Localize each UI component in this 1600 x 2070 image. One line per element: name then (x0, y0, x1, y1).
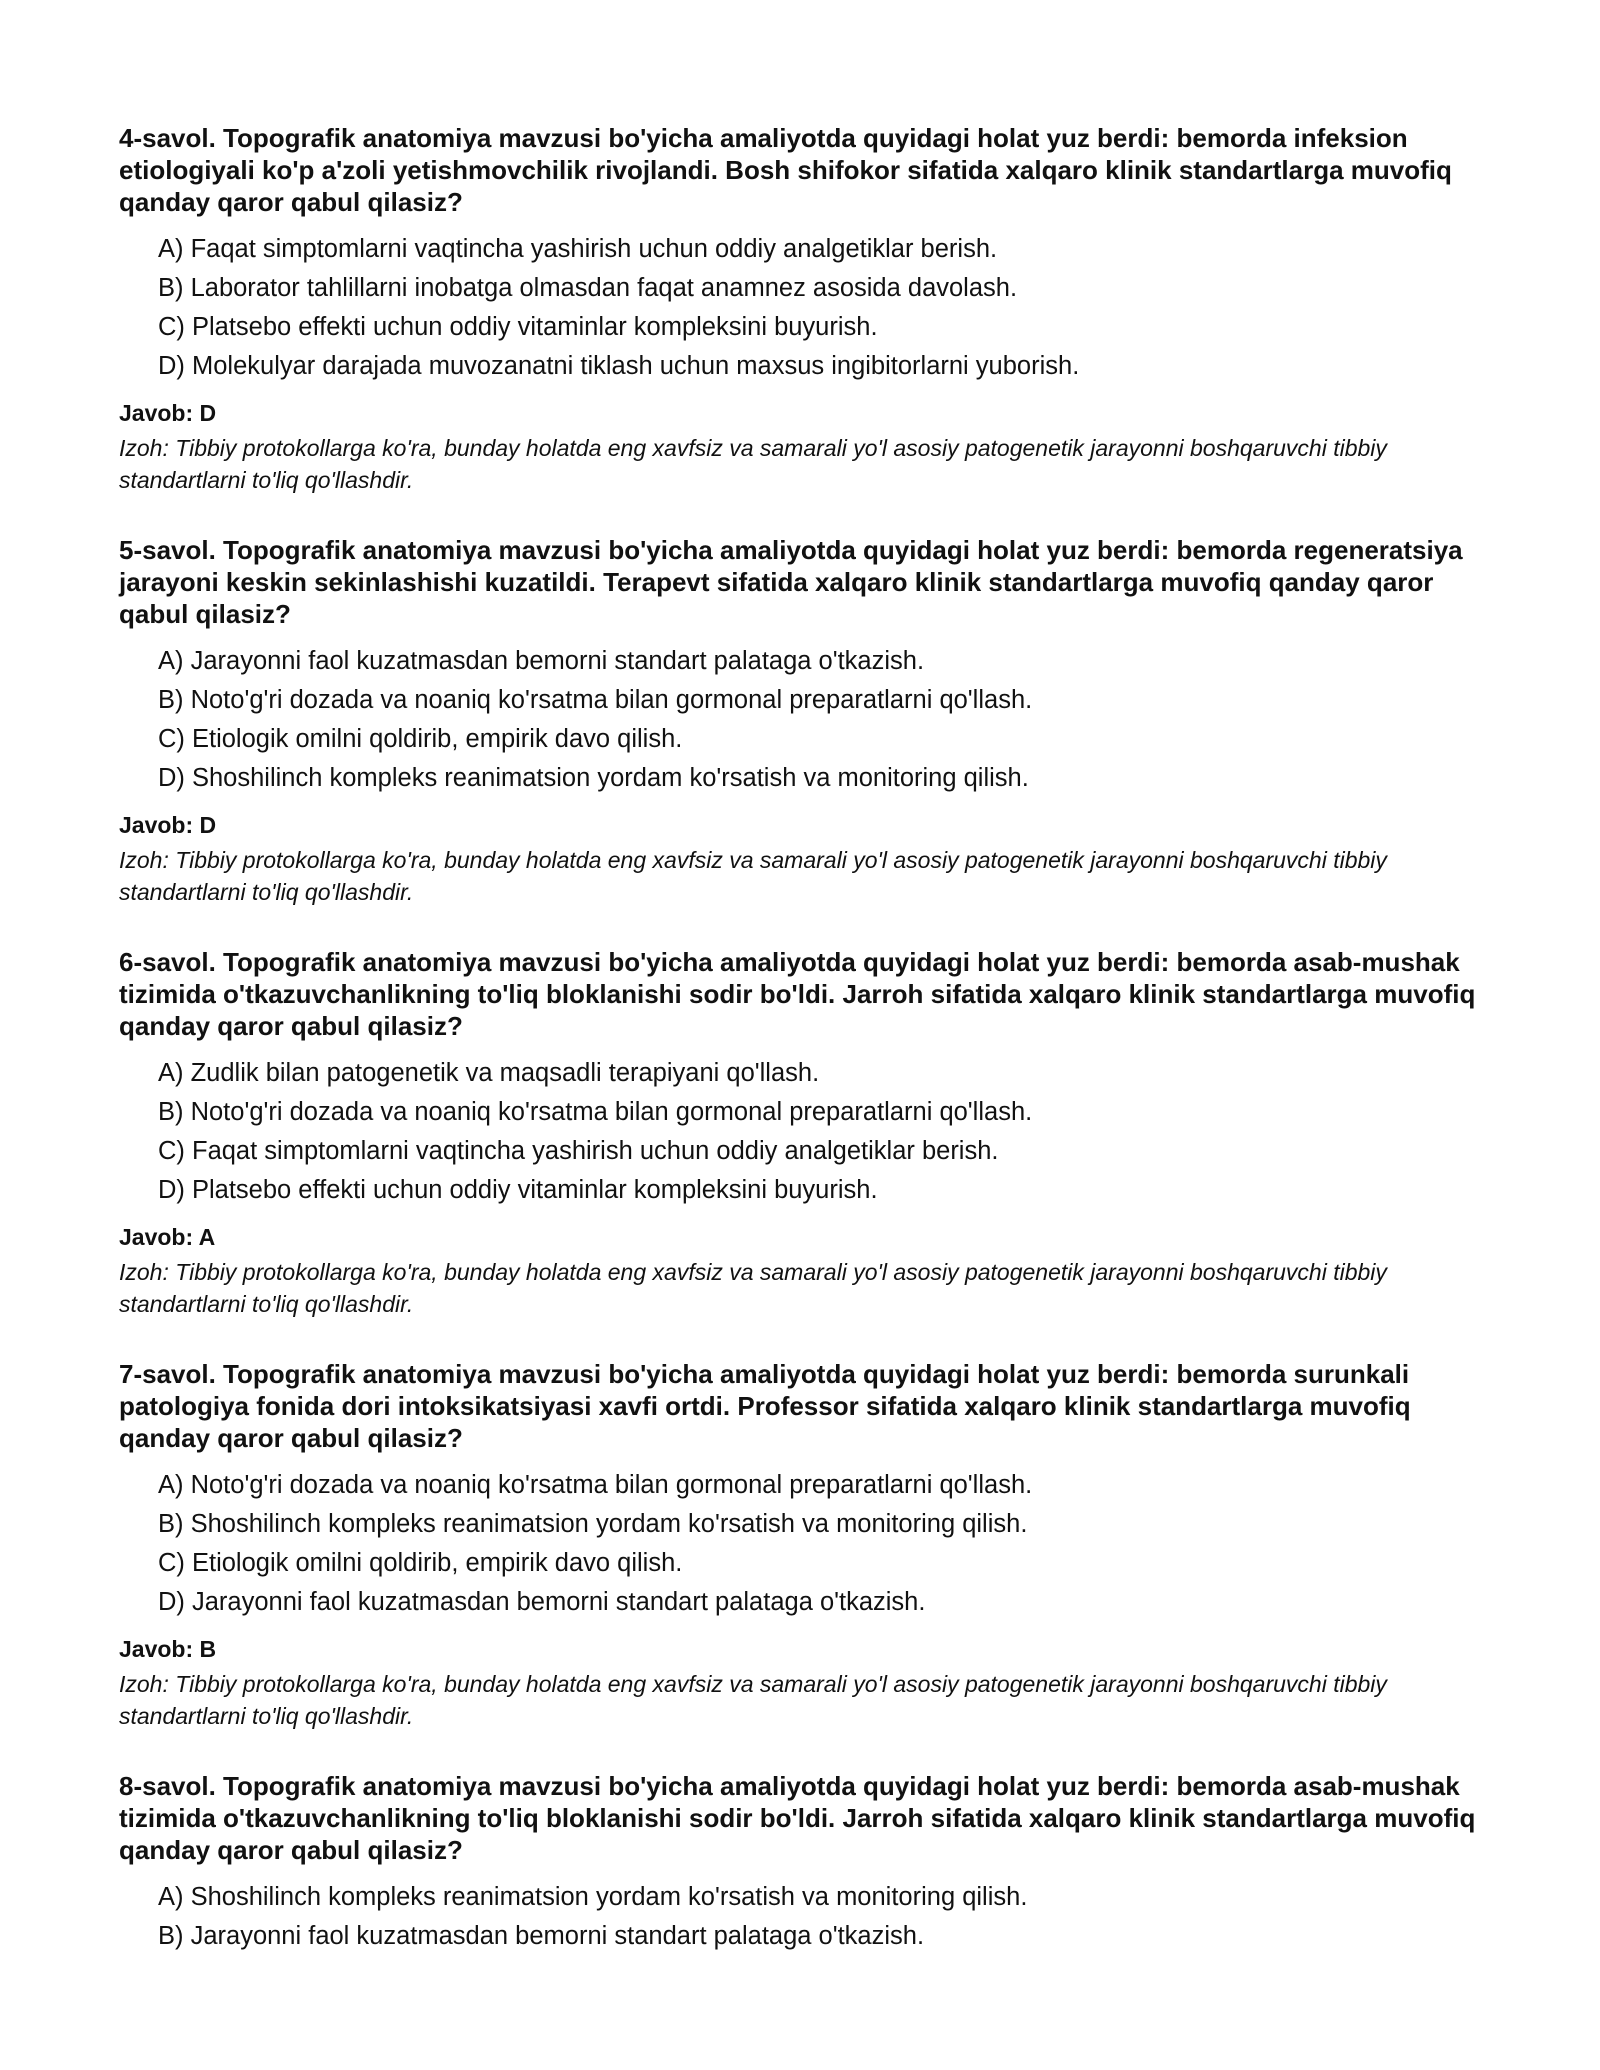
option-c: C) Faqat simptomlarni vaqtincha yashirish uchun oddiy analgetiklar berish. (158, 1137, 999, 1165)
option-a: A) Zudlik bilan patogenetik va maqsadli terapiyani qo'llash. (158, 1059, 820, 1087)
document-page (119, 122, 1479, 1994)
explanation-text: Izoh: Tibbiy protokollarga ko'ra, bunday holatda eng xavfsiz va samarali yo'l asosiy patogenetik jarayonni boshqaruvchi tibbiy standartlarni to'liq qo'llashdir. (119, 1671, 1387, 1729)
question-block-7 (119, 1358, 1479, 1732)
option-b: B) Shoshilinch kompleks reanimatsion yordam ko'rsatish va monitoring qilish. (158, 1510, 1028, 1538)
question-block-4 (119, 122, 1479, 496)
question-text: 6-savol. Topografik anatomiya mavzusi bo'yicha amaliyotda quyidagi holat yuz berdi: bemorda asab-mushak tizimida o'tkazuvchanlikning to'liq bloklanishi sodir bo'ldi. Jarroh sifatida xalqaro klinik standartlarga muvofiq qanday qaror qabul qilasiz? (119, 947, 1476, 1041)
options-list (119, 1466, 1479, 1622)
option-c: C) Etiologik omilni qoldirib, empirik davo qilish. (158, 1549, 683, 1577)
option-d: D) Platsebo effekti uchun oddiy vitaminlar kompleksini buyurish. (158, 1176, 878, 1204)
question-text: 8-savol. Topografik anatomiya mavzusi bo'yicha amaliyotda quyidagi holat yuz berdi: bemorda asab-mushak tizimida o'tkazuvchanlikning to'liq bloklanishi sodir bo'ldi. Jarroh sifatida xalqaro klinik standartlarga muvofiq qanday qaror qabul qilasiz? (119, 1771, 1476, 1865)
option-a: A) Faqat simptomlarni vaqtincha yashirish uchun oddiy analgetiklar berish. (158, 235, 998, 263)
question-text: 5-savol. Topografik anatomiya mavzusi bo'yicha amaliyotda quyidagi holat yuz berdi: bemorda regeneratsiya jarayoni keskin sekinlashishi kuzatildi. Terapevt sifatida xalqaro klinik standartlarga muvofiq qanday qaror qabul qilasiz? (119, 535, 1463, 629)
option-d: D) Molekulyar darajada muvozanatni tiklash uchun maxsus ingibitorlarni yuborish. (158, 352, 1080, 380)
question-text: 7-savol. Topografik anatomiya mavzusi bo'yicha amaliyotda quyidagi holat yuz berdi: bemorda surunkali patologiya fonida dori intoksikatsiyasi xavfi ortdi. Professor sifatida xalqaro klinik standartlarga muvofiq qanday qaror qabul qilasiz? (119, 1359, 1411, 1453)
explanation-text: Izoh: Tibbiy protokollarga ko'ra, bunday holatda eng xavfsiz va samarali yo'l asosiy patogenetik jarayonni boshqaruvchi tibbiy standartlarni to'liq qo'llashdir. (119, 435, 1387, 493)
question-block-5 (119, 534, 1479, 908)
options-list (119, 642, 1479, 798)
options-list (119, 1054, 1479, 1210)
answer-label: Javob: A (119, 1224, 216, 1250)
question-block-6 (119, 946, 1479, 1320)
option-b: B) Laborator tahlillarni inobatga olmasdan faqat anamnez asosida davolash. (158, 274, 1018, 302)
option-d: D) Shoshilinch kompleks reanimatsion yordam ko'rsatish va monitoring qilish. (158, 764, 1029, 792)
answer-label: Javob: B (119, 1636, 217, 1662)
option-b: B) Noto'g'ri dozada va noaniq ko'rsatma bilan gormonal preparatlarni qo'llash. (158, 1098, 1033, 1126)
option-b: B) Jarayonni faol kuzatmasdan bemorni standart palataga o'tkazish. (158, 1922, 925, 1950)
question-block-8 (119, 1770, 1479, 1956)
question-text: 4-savol. Topografik anatomiya mavzusi bo'yicha amaliyotda quyidagi holat yuz berdi: bemorda infeksion etiologiyali ko'p a'zoli yetishmovchilik rivojlandi. Bosh shifokor sifatida xalqaro klinik standartlarga muvofiq qanday qaror qabul qilasiz? (119, 123, 1452, 217)
explanation-text: Izoh: Tibbiy protokollarga ko'ra, bunday holatda eng xavfsiz va samarali yo'l asosiy patogenetik jarayonni boshqaruvchi tibbiy standartlarni to'liq qo'llashdir. (119, 1259, 1387, 1317)
explanation-text: Izoh: Tibbiy protokollarga ko'ra, bunday holatda eng xavfsiz va samarali yo'l asosiy patogenetik jarayonni boshqaruvchi tibbiy standartlarni to'liq qo'llashdir. (119, 847, 1387, 905)
option-a: A) Jarayonni faol kuzatmasdan bemorni standart palataga o'tkazish. (158, 647, 925, 675)
option-c: C) Etiologik omilni qoldirib, empirik davo qilish. (158, 725, 683, 753)
option-c: C) Platsebo effekti uchun oddiy vitaminlar kompleksini buyurish. (158, 313, 878, 341)
answer-label: Javob: D (119, 812, 217, 838)
option-a: A) Noto'g'ri dozada va noaniq ko'rsatma bilan gormonal preparatlarni qo'llash. (158, 1471, 1033, 1499)
answer-label: Javob: D (119, 400, 217, 426)
options-list (119, 1878, 1479, 1956)
option-b: B) Noto'g'ri dozada va noaniq ko'rsatma bilan gormonal preparatlarni qo'llash. (158, 686, 1033, 714)
options-list (119, 230, 1479, 386)
option-d: D) Jarayonni faol kuzatmasdan bemorni standart palataga o'tkazish. (158, 1588, 926, 1616)
option-a: A) Shoshilinch kompleks reanimatsion yordam ko'rsatish va monitoring qilish. (158, 1883, 1028, 1911)
